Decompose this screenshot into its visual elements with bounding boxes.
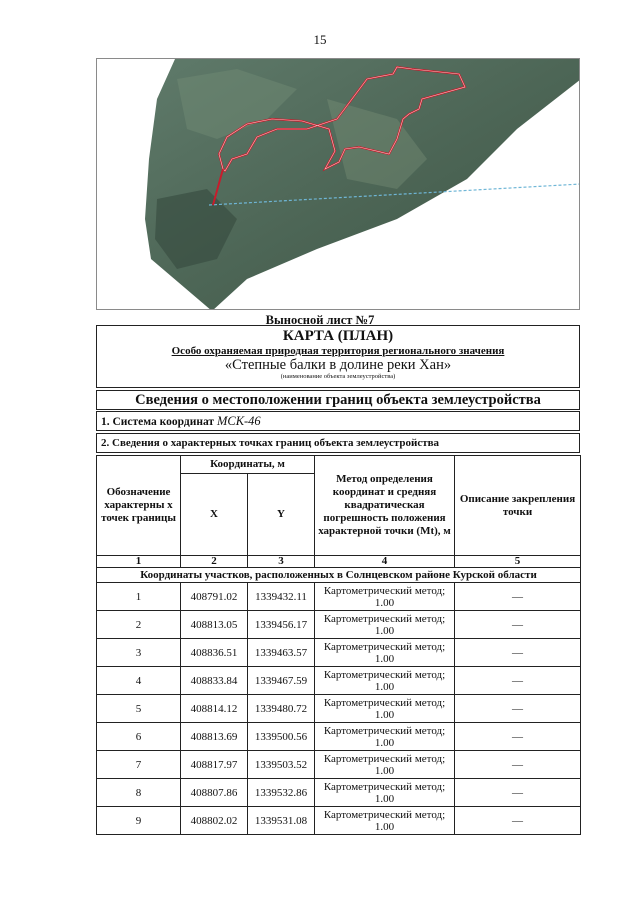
coordinate-system-value: МСК-46 xyxy=(216,414,261,428)
x-coordinate-cell: 408807.86 xyxy=(181,779,248,807)
table-row xyxy=(97,667,581,695)
map-frame xyxy=(96,58,580,310)
points-section-label: 2. Сведения о характерных точках границ объекта землеустройства xyxy=(96,433,580,453)
x-coordinate-cell: 408791.02 xyxy=(181,583,248,611)
point-number-cell: 2 xyxy=(97,611,181,639)
table-row xyxy=(97,695,581,723)
description-cell: — xyxy=(455,723,581,751)
method-cell: Картометрический метод; 1.00 xyxy=(315,667,455,695)
point-number-cell: 7 xyxy=(97,751,181,779)
y-coordinate-cell: 1339500.56 xyxy=(248,723,315,751)
method-cell: Картометрический метод; 1.00 xyxy=(315,639,455,667)
map-subtitle: Особо охраняемая природная территория регионального значения xyxy=(171,345,505,357)
y-coordinate-cell: 1339503.52 xyxy=(248,751,315,779)
object-name: «Степные балки в долине реки Хан» xyxy=(224,357,452,373)
column-number: 4 xyxy=(315,556,455,568)
point-number-cell: 8 xyxy=(97,779,181,807)
group-row xyxy=(97,568,581,583)
table-row xyxy=(97,611,581,639)
method-cell: Картометрический метод; 1.00 xyxy=(315,611,455,639)
sheet-title: Выносной лист №7 xyxy=(265,313,375,327)
point-number-cell: 9 xyxy=(97,807,181,835)
x-coordinate-cell: 408833.84 xyxy=(181,667,248,695)
column-number: 5 xyxy=(455,556,581,568)
point-number-cell: 3 xyxy=(97,639,181,667)
x-coordinate-cell: 408817.97 xyxy=(181,751,248,779)
x-coordinate-cell: 408813.69 xyxy=(181,723,248,751)
table-row xyxy=(97,779,581,807)
method-cell: Картометрический метод; 1.00 xyxy=(315,695,455,723)
description-cell: — xyxy=(455,611,581,639)
map-header-box xyxy=(96,325,580,388)
y-coordinate-cell: 1339463.57 xyxy=(248,639,315,667)
point-number-cell: 6 xyxy=(97,723,181,751)
description-cell: — xyxy=(455,807,581,835)
header-x: X xyxy=(181,474,248,556)
y-coordinate-cell: 1339531.08 xyxy=(248,807,315,835)
group-title: Координаты участков, расположенных в Солнцевском районе Курской области xyxy=(97,568,581,583)
method-cell: Картометрический метод; 1.00 xyxy=(315,807,455,835)
table-row xyxy=(97,807,581,835)
page-number: 15 xyxy=(313,32,327,47)
description-cell: — xyxy=(455,667,581,695)
column-number: 2 xyxy=(181,556,248,568)
y-coordinate-cell: 1339467.59 xyxy=(248,667,315,695)
description-cell: — xyxy=(455,751,581,779)
y-coordinate-cell: 1339432.11 xyxy=(248,583,315,611)
table-row xyxy=(97,751,581,779)
x-coordinate-cell: 408814.12 xyxy=(181,695,248,723)
table-row xyxy=(97,639,581,667)
column-numbers-row xyxy=(97,556,581,568)
y-coordinate-cell: 1339532.86 xyxy=(248,779,315,807)
method-cell: Картометрический метод; 1.00 xyxy=(315,779,455,807)
method-cell: Картометрический метод; 1.00 xyxy=(315,723,455,751)
map-title: КАРТА (ПЛАН) xyxy=(282,328,394,344)
table-row xyxy=(97,723,581,751)
description-cell: — xyxy=(455,779,581,807)
method-cell: Картометрический метод; 1.00 xyxy=(315,751,455,779)
header-method: Метод определения координат и средняя квадратическая погрешность положения характерной точки (Mt), м xyxy=(315,456,455,556)
column-number: 3 xyxy=(248,556,315,568)
header-point-designation: Обозначение характерны х точек границы xyxy=(97,456,181,556)
y-coordinate-cell: 1339480.72 xyxy=(248,695,315,723)
method-cell: Картометрический метод; 1.00 xyxy=(315,583,455,611)
point-number-cell: 4 xyxy=(97,667,181,695)
x-coordinate-cell: 408836.51 xyxy=(181,639,248,667)
section-title: Сведения о местоположении границ объекта землеустройства xyxy=(96,390,580,410)
header-coordinates: Координаты, м xyxy=(181,456,315,474)
table-row xyxy=(97,583,581,611)
coordinates-table xyxy=(96,455,581,835)
satellite-map-image xyxy=(97,59,580,310)
header-y: Y xyxy=(248,474,315,556)
object-name-note: (наименование объекта землеустройства) xyxy=(280,373,396,380)
y-coordinate-cell: 1339456.17 xyxy=(248,611,315,639)
point-number-cell: 5 xyxy=(97,695,181,723)
x-coordinate-cell: 408813.05 xyxy=(181,611,248,639)
description-cell: — xyxy=(455,695,581,723)
x-coordinate-cell: 408802.02 xyxy=(181,807,248,835)
description-cell: — xyxy=(455,639,581,667)
coordinate-system-label: 1. Система координат xyxy=(101,416,215,428)
point-number-cell: 1 xyxy=(97,583,181,611)
description-cell: — xyxy=(455,583,581,611)
header-description: Описание закрепления точки xyxy=(455,456,581,556)
column-number: 1 xyxy=(97,556,181,568)
coordinate-system-row xyxy=(96,411,580,431)
